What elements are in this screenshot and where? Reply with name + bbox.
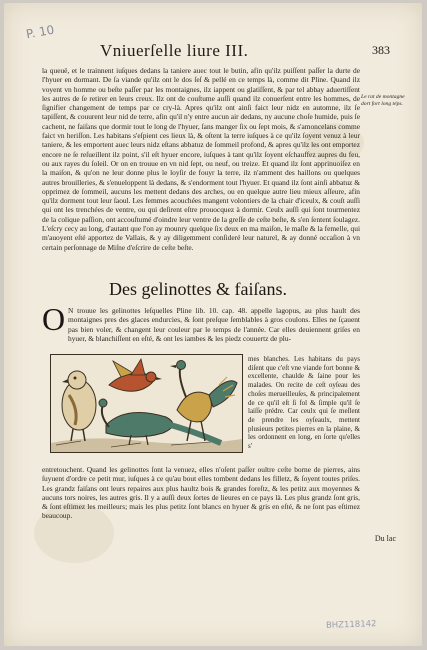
page-number: 383 [372,43,390,57]
section-heading: Des gelinottes & faiſans. [109,279,287,299]
catchword-row [88,534,396,548]
catchword: Du lac [374,534,396,543]
drop-cap: O [42,301,66,337]
birds-woodcut [51,355,242,452]
inventory-number: BHZ118142 [325,619,377,631]
running-title: Vniuerſelle liure III. [100,41,249,60]
margin-note: Le rat de montagne dort fort long téps. [361,94,405,107]
manuscript-note: P. 10 [24,22,56,42]
paragraph-grouse-top: N trouue les gelinottes leſquelles Pline lib. 10. cap. 48. appelle lagopus, au plus hault des montaignes pres des glaces endurcies, & ſont preſque ſemblables à gros coulons. Elles ne ſçauent pas bien voler, & changent leur couleur par le temps de l'année. Car elles deuiennent griſes en hyuer, & blanchiſſent en eſté, & ont les iambes & les piedz couuertz de plu- [68,306,360,343]
paragraph-grouse-side: mes blanches. Les habitans du pays diſent que c'eſt vne viande fort bonne & excellente, chaulde & ſaine pour les malades. On recite de ceſt oyſeau des choſes merueilleuſes, & principalement de ce qu'il eſt ſi fol & ſimple qu'il ſe laiſſe prédre. Car ceulx qui ſe meſlent de prendre les oyſeaulx, mettent plusieurs petites pierres en la plaine, & les ordonnent en long, en ſorte qu'elles s' [248,355,360,451]
woodcut-illustration [50,354,243,453]
paragraph-grouse-bottom: entretouchent. Quand les gelinottes ſont la venuez, elles n'oſent paſſer oultre ceſte borne de pierres, ains ſuyuent d'ordre ce petit mur, iuſques à ce qu'au bout elles tombent dedans les filletz, & ſoyent toutes priſes. Les grandz faiſans ont leurs repaires aux plus haultz bois & grandes foreſtz, & les petitz aux moyennes & aucuns tors noires, les autres gris. Il y a auſſi deux ſortes de lieures en ce pays là. Les plus grandz ſont gris, & ſont eſtimez les meilleurs; mais les plus petitz ſont blancs en hyuer & gris en eſté, & ne ſont pas eſtimez beaucoup. [42,465,360,521]
book-page [4,3,422,646]
paragraph-marmot: la queuë, et le trainnent iuſques dedans la taniere auec tout le butin, afin qu'ilz puiſſent paſſer la durte de l'hyuer en dormant. De ſa viande qu'ilz ont le dos ſeſ & pellé en ce temps là, comme dit Pline. Quand ilz voyent vn homme ou beſte paſſer par les montaignes, ilz iappent ou glatiſſent, & par tel abbay aduertiſſent les autres de ſe retirer en leurs creux. Ilz ont de couſtume auſſi quand ilz conuerſent entre les hommes, de ſignifier changement de temps par ce cry-là. Apres qu'ilz ont ainſi faict leur nidz en automne, ilz ſe tapiſſent, & couurent leur nid de terre, afin qu'il n'y entre aucun air dedans, ny aucune choſe humide, puis ſe cachent, ne faiſans que dormir tout le long de l'hyuer, ſans manger ſix ou ſept mois, & s'amoncelans comme faict vn heriſſon. Les habitans s'eſpient ces lieux là, & oſtent la terre iuſques à ce qu'ilz ſoyent venuz à leur taniere, & les emportent auec leurs nidz eſtans abbatuz de ſommeil profond, & apres qu'ilz les ont emportez encore ne ſe reſueillent ilz point, s'il eſt hyuer encore, iuſques à tant qu'ilz ſoyent eſchauffez aupres du feu, ou aux rayes du ſoleil. Or on en trouue en vn nid ſept, ou neuf, ou treize. Et quand ilz ſont apprinuoiſez en la maiſon, & qu'on ne leur donne plus le loyſir de fouyr la terre, ilz n'amment des haillons ou quelques autres brouilleries, & s'enueloppent là dedans, & s'endorment tout l'hyuer. Et quand ilz ſont ainſi abbatuz & opprimez de ſommeil, aucuns les mettent dedans des arches, ou en quelque autre lieu mieux aſſeure, afin qu'ilz dorment tout leur ſaoul. Les femmes acouchées mangent volontiers de la chair d'iceulx, & couſt auſſi qui ont les trenchées de ventre, ou qui deſirent eſtre prouocquez à dormir. Ceulx auſſi qui ſont tourmentez de la colique paſſion, ont accouſtumé d'oindre leur ventre de la greſſe de ceſte beſte, & s'en ſentent ſoulagez. L'eſcry cecy au long, d'autant que l'on ay mounry quelque ſix deux en ma maiſon, le maſle & la femelle, qui m'auoyent eſté apportez de Vallais, & y ay diligemment conſideré leur naturel, & ay donné occaſion à vn certain perſonnage de Miſne d'eſcrire de ceſte beſte. [42,66,360,252]
page-header [100,41,390,61]
